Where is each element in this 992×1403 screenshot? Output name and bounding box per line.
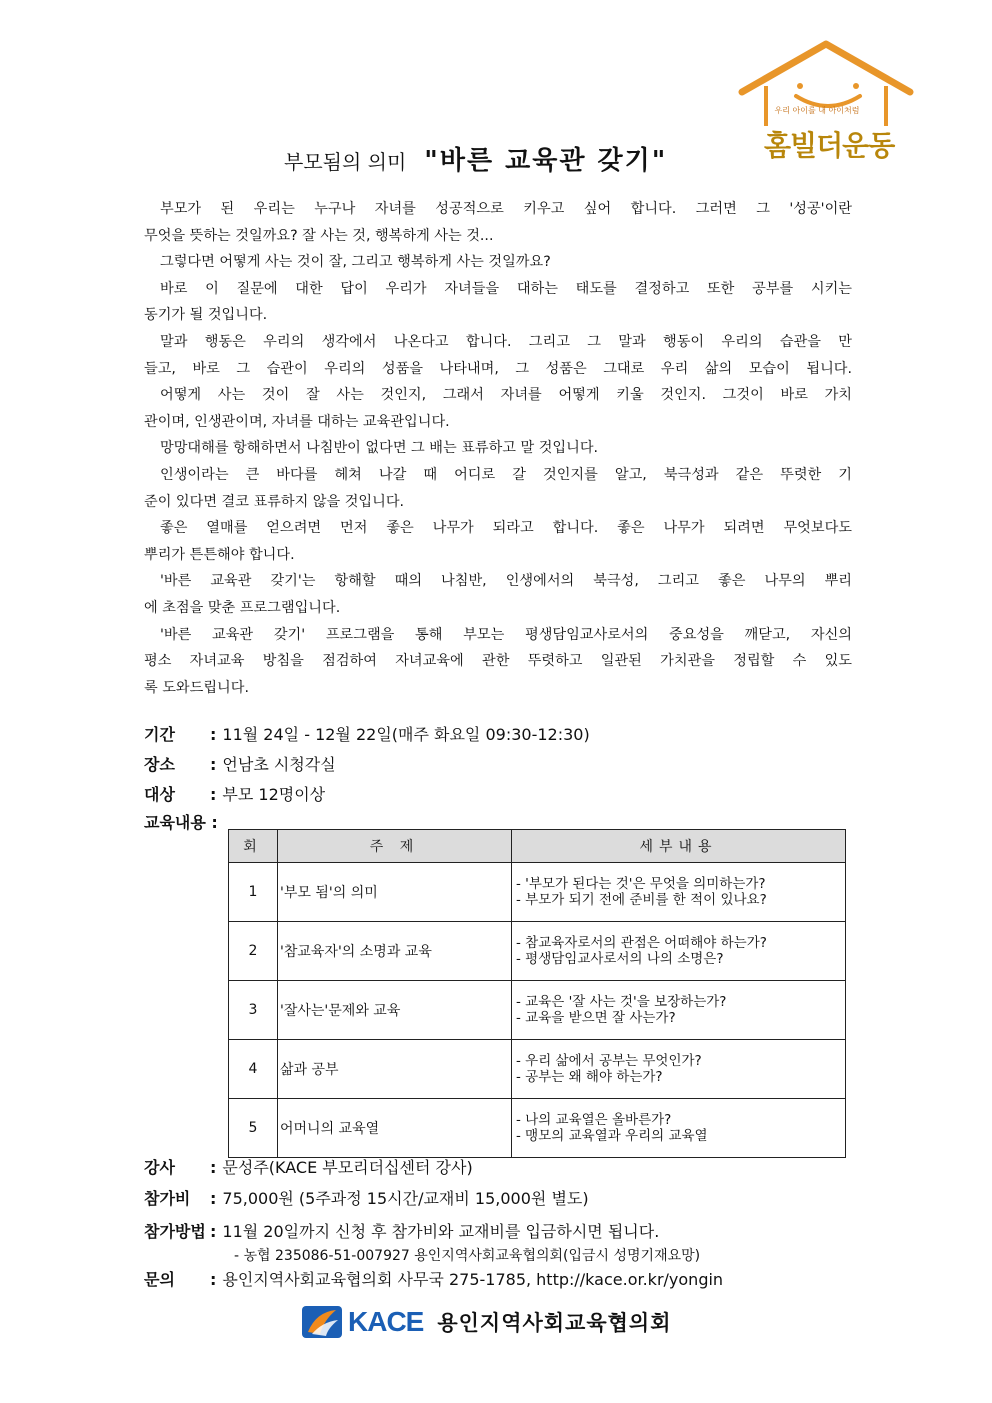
info-content: 교육내용 : — [144, 813, 218, 832]
title-main: "바른 교육관 갖기" — [424, 146, 668, 176]
info-value: 언남초 시청각실 — [222, 755, 336, 774]
session-detail — [512, 863, 846, 922]
body-line: 들고, 바로 그 습관이 우리의 성품을 나타내며, 그 성품은 그대로 우리 삶의 모습이 됩니다. — [144, 360, 852, 377]
body-line: 준이 있다면 결코 표류하지 않을 것입니다. — [144, 493, 405, 510]
detail-line: - 나의 교육열은 올바른가? — [516, 1112, 672, 1128]
table-row — [229, 981, 846, 1040]
info-value: 부모 12명이상 — [222, 785, 326, 804]
session-number: 1 — [229, 863, 278, 922]
detail-line: - 교육은 '잘 사는 것'을 보장하는가? — [516, 994, 727, 1010]
body-line: 인생이라는 큰 바다를 헤쳐 나갈 때 어디로 갈 것인지를 알고, 북극성과 같은 뚜렷한 기 — [160, 466, 852, 483]
logo-name: 홈빌더운동 — [764, 129, 895, 162]
bank-account: - 농협 235086-51-007927 용인지역사회교육협의회(입금시 성명기재요망) — [234, 1248, 701, 1264]
body-line: 관이며, 인생관이며, 자녀를 대하는 교육관입니다. — [144, 413, 450, 430]
table-row — [229, 922, 846, 981]
detail-line: - 평생담임교사로서의 나의 소명은? — [516, 951, 724, 967]
info-target: 대상 : 부모 12명이상 — [144, 782, 325, 805]
body-line: 부모가 된 우리는 누구나 자녀를 성공적으로 키우고 싶어 합니다. 그러면 그 '성공'이란 — [160, 201, 852, 217]
table-row — [229, 863, 846, 922]
session-number: 3 — [229, 981, 278, 1040]
info-fee: 참가비 : 75,000원 (5주과정 15시간/교재비 15,000원 별도) — [144, 1186, 589, 1209]
info-label: 장소 — [144, 755, 175, 774]
header-detail: 세부내용 — [512, 830, 846, 863]
curriculum-table — [228, 829, 846, 1158]
header-session: 회 — [229, 830, 278, 863]
info-lecturer: 강사 : 문성주(KACE 부모리더십센터 강사) — [144, 1155, 473, 1178]
detail-line: - '부모가 된다는 것'은 무엇을 의미하는가? — [516, 876, 766, 892]
table-row — [229, 1099, 846, 1158]
body-line: 평소 자녀교육 방침을 점검하여 자녀교육에 관한 뚜렷하고 일관된 가치관을 정립할 수 있도 — [144, 653, 852, 670]
info-period: 기간 : 11월 24일 - 12월 22일(매주 화요일 09:30-12:30) — [144, 722, 590, 745]
session-detail — [512, 981, 846, 1040]
session-detail — [512, 1040, 846, 1099]
session-number: 2 — [229, 922, 278, 981]
info-value: 11월 24일 - 12월 22일(매주 화요일 09:30-12:30) — [222, 725, 590, 744]
info-value: 용인지역사회교육협의회 사무국 275-1785, http://kace.or.kr/yongin — [222, 1270, 724, 1289]
header-topic: 주 제 — [278, 830, 512, 863]
info-value: 75,000원 (5주과정 15시간/교재비 15,000원 별도) — [222, 1189, 589, 1208]
session-number: 4 — [229, 1040, 278, 1099]
intro-text — [144, 196, 852, 701]
info-inquiry: 문의 : 용인지역사회교육협의회 사무국 275-1785, http://kace.or.kr/yongin — [144, 1267, 723, 1290]
body-line: 말과 행동은 우리의 생각에서 나온다고 합니다. 그리고 그 말과 행동이 우리의 습관을 만 — [160, 333, 852, 350]
info-label: 강사 — [144, 1158, 175, 1177]
info-place: 장소 : 언남초 시청각실 — [144, 752, 336, 775]
info-label: 대상 — [144, 785, 175, 804]
title-prefix: 부모됨의 의미 — [284, 150, 407, 174]
session-number: 5 — [229, 1099, 278, 1158]
body-line: 그렇다면 어떻게 사는 것이 잘, 그리고 행복하게 사는 것일까요? — [160, 254, 551, 271]
detail-line: - 맹모의 교육열과 우리의 교육열 — [516, 1128, 708, 1144]
org-name: 용인지역사회교육협의회 — [437, 1311, 672, 1335]
session-detail — [512, 922, 846, 981]
page-title — [284, 140, 667, 177]
body-line: 망망대해를 항해하면서 나침반이 없다면 그 배는 표류하고 말 것입니다. — [160, 440, 599, 457]
session-topic: '잘사는'문제와 교육 — [278, 981, 512, 1040]
info-value: 11월 20일까지 신청 후 참가비와 교재비를 입금하시면 됩니다. — [222, 1222, 660, 1241]
session-detail — [512, 1099, 846, 1158]
body-line: 좋은 열매를 얻으려면 먼저 좋은 나무가 되라고 합니다. 좋은 나무가 되려면 무엇보다도 — [160, 520, 852, 537]
session-topic: '부모 됨'의 의미 — [278, 863, 512, 922]
info-method: 참가방법 : 11월 20일까지 신청 후 참가비와 교재비를 입금하시면 됩니다. — [144, 1219, 659, 1242]
table-row — [229, 1040, 846, 1099]
session-topic: 어머니의 교육열 — [278, 1099, 512, 1158]
info-label: 교육내용 — [144, 813, 206, 832]
homebuilder-logo — [738, 40, 914, 172]
detail-line: - 부모가 되기 전에 준비를 한 적이 있나요? — [516, 892, 767, 908]
body-line: '바른 교육관 갖기'는 항해할 때의 나침반, 인생에서의 북극성, 그리고 좋은 나무의 뿌리 — [160, 573, 852, 590]
body-line: 무엇을 뜻하는 것일까요? 잘 사는 것, 행복하게 사는 것... — [144, 227, 494, 244]
info-value: 문성주(KACE 부모리더십센터 강사) — [222, 1158, 473, 1177]
info-label: 기간 — [144, 725, 175, 744]
detail-line: - 참교육자로서의 관점은 어떠해야 하는가? — [516, 935, 767, 951]
body-line: 바로 이 질문에 대한 답이 우리가 자녀들을 대하는 태도를 결정하고 또한 공부를 시키는 — [160, 280, 852, 297]
table-header-row — [229, 830, 846, 863]
detail-line: - 교육을 받으면 잘 사는가? — [516, 1010, 676, 1026]
info-label: 참가비 — [144, 1189, 191, 1208]
info-label: 참가방법 — [144, 1222, 206, 1241]
body-line: 뿌리가 튼튼해야 합니다. — [144, 546, 295, 563]
kace-logo-icon — [302, 1306, 342, 1338]
body-line: 에 초점을 맞춘 프로그램입니다. — [144, 599, 341, 616]
body-line: 동기가 될 것입니다. — [144, 307, 268, 324]
body-line: 록 도와드립니다. — [144, 679, 249, 696]
session-topic: '참교육자'의 소명과 교육 — [278, 922, 512, 981]
footer-org — [302, 1306, 672, 1338]
info-label: 문의 — [144, 1270, 175, 1289]
body-line: '바른 교육관 갖기' 프로그램을 통해 부모는 평생담임교사로서의 중요성을 깨닫고, 자신의 — [160, 626, 852, 643]
session-topic: 삶과 공부 — [278, 1040, 512, 1099]
detail-line: - 우리 삶에서 공부는 무엇인가? — [516, 1053, 702, 1069]
body-line: 어떻게 사는 것이 잘 사는 것인지, 그래서 자녀를 어떻게 키울 것인지. 그것이 바로 가치 — [160, 387, 852, 404]
detail-line: - 공부는 왜 해야 하는가? — [516, 1069, 663, 1085]
kace-text: KACE — [348, 1306, 424, 1337]
logo-tagline: 우리 아이를 내 아이처럼 — [774, 106, 860, 115]
